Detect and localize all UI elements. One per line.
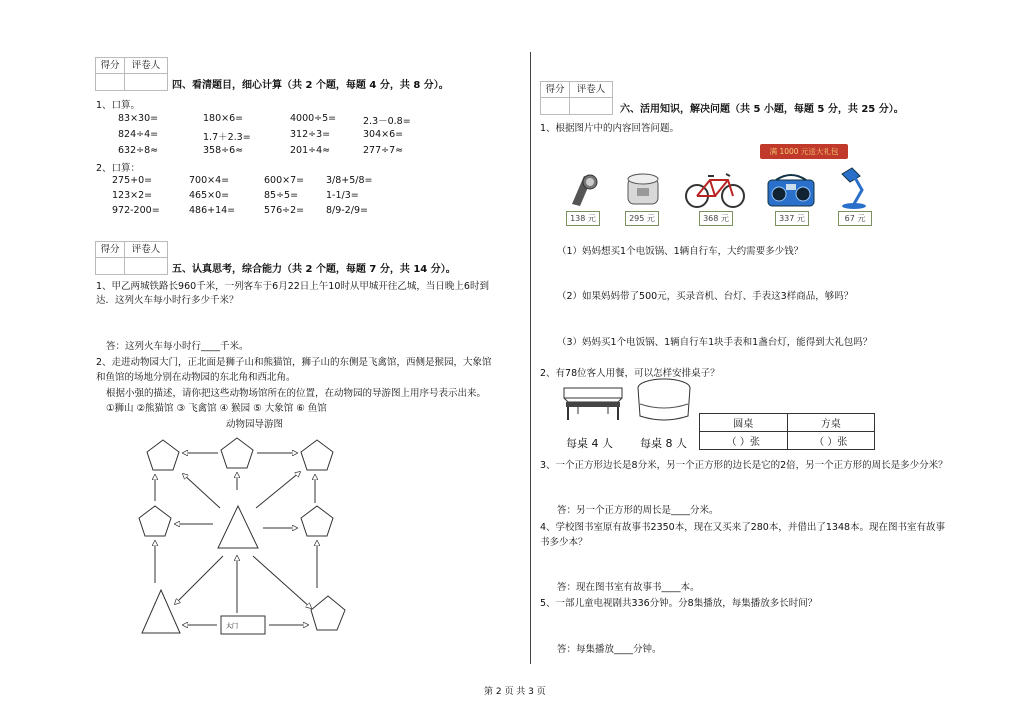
section5-q2-line3: 根据小强的描述，请你把这些动物场馆所在的位置，在动物园的导游图上用序号表示出来。 <box>106 388 487 399</box>
section6-q4-line1: 4、学校图书室原有故事书2350本，现在又买来了280本，并借出了1348本。现在图书室有故事 <box>540 522 946 533</box>
section5-q1-line2: 达．这列火车每小时行多少千米？ <box>96 295 239 306</box>
calc-item: 275+0= <box>112 175 153 186</box>
radio-recorder-image <box>766 172 816 208</box>
grader-label: 评卷人 <box>125 58 167 74</box>
calc-item: 972-200= <box>112 205 160 216</box>
calc-item: 4000÷5= <box>290 113 337 124</box>
score-box-section6 <box>540 81 613 115</box>
calc-item: 1.7＋2.3= <box>203 132 251 143</box>
calc-item: 201÷4≈ <box>290 145 331 156</box>
map-title: 动物园导游图 <box>226 419 284 430</box>
desk-lamp-image <box>836 166 870 210</box>
calc-item: 700×4= <box>189 175 230 186</box>
map-pentagon-northeast <box>301 440 333 470</box>
calc-item: 1-1/3= <box>326 190 359 201</box>
section4-q1-label: 1、口算。 <box>96 100 141 111</box>
score-box-section4 <box>95 57 168 91</box>
calc-item: 600×7= <box>264 175 305 186</box>
calc-item: 486+14= <box>189 205 236 216</box>
map-pentagon-southeast <box>311 596 345 630</box>
map-gate-label: 大门 <box>226 623 239 630</box>
section5-q1-line1: 1、甲乙两城铁路长960千米，一列客车于6月22日上午10时从甲城开往乙城，当日晚上6时到 <box>96 281 489 292</box>
square-table-caption: 每桌 4 人 <box>566 437 613 450</box>
gift-banner: 满 1000 元送大礼包 <box>760 144 848 159</box>
calc-item: 824÷4= <box>118 129 159 140</box>
calc-item: 3/8+5/8= <box>326 175 373 186</box>
calc-item: 8/9-2/9= <box>326 205 368 216</box>
table-header-round: 圆桌 <box>700 414 788 432</box>
score-label: 得分 <box>541 82 569 98</box>
watch-image <box>566 168 602 208</box>
map-triangle-center <box>218 506 258 548</box>
section6-q4-line2: 书多少本？ <box>540 537 588 548</box>
section6-q5-text: 5、一部儿童电视剧共336分钟。分8集播放，每集播放多长时间？ <box>540 598 818 609</box>
map-pentagon-west <box>139 506 171 536</box>
round-table-caption: 每桌 8 人 <box>640 437 687 450</box>
map-triangle-southwest <box>142 590 180 633</box>
price-tag-rice-cooker: 295 元 <box>625 211 659 226</box>
grader-label: 评卷人 <box>125 242 167 258</box>
section5-q1-answer: 答：这列火车每小时行____千米。 <box>106 341 249 352</box>
section6-q3-answer: 答：另一个正方形的周长是____分米。 <box>557 505 719 516</box>
calc-item: 85÷5= <box>264 190 299 201</box>
calc-item: 2.3－0.8= <box>363 116 411 127</box>
score-label: 得分 <box>96 58 124 74</box>
section6-q4-answer: 答：现在图书室有故事书____本。 <box>557 582 700 593</box>
score-box-section5 <box>95 241 168 275</box>
section4-q2-label: 2、口算： <box>96 163 141 174</box>
price-tag-watch: 138 元 <box>566 211 600 226</box>
calc-item: 576÷2= <box>264 205 305 216</box>
section6-q1-label: 1、根据图片中的内容回答问题。 <box>540 123 680 134</box>
round-table-image <box>635 376 693 422</box>
column-divider <box>530 52 531 664</box>
section4-title: 四、看清题目，细心计算（共 2 个题，每题 4 分，共 8 分）。 <box>172 80 449 91</box>
calc-item: 358÷6≈ <box>203 145 244 156</box>
grader-label: 评卷人 <box>570 82 612 98</box>
table-header-square: 方桌 <box>787 414 875 432</box>
calc-item: 312÷3= <box>290 129 331 140</box>
section5-q2-line1: 2、走进动物园大门，正北面是狮子山和熊猫馆，狮子山的东侧是飞禽馆，西侧是猴园，大象馆 <box>96 357 492 368</box>
bicycle-image <box>684 168 746 210</box>
price-tag-radio: 337 元 <box>775 211 809 226</box>
map-pentagon-north <box>221 438 253 468</box>
square-table-image <box>558 382 628 422</box>
page-footer: 第 2 页 共 3 页 <box>484 687 546 697</box>
table-arrangement-grid <box>699 413 875 450</box>
calc-item: 465×0= <box>189 190 230 201</box>
calc-item: 632÷8≈ <box>118 145 159 156</box>
section5-q2-options: ①狮山 ②熊猫馆 ③ 飞禽馆 ④ 猴园 ⑤ 大象馆 ⑥ 鱼馆 <box>106 403 327 414</box>
table-cell-round: （ ）张 <box>700 432 788 450</box>
section6-q1-sub1: （1）妈妈想买1个电饭锅、1辆自行车，大约需要多少钱？ <box>557 246 804 257</box>
section6-title: 六、活用知识，解决问题（共 5 小题，每题 5 分，共 25 分）。 <box>620 104 904 115</box>
price-tag-lamp: 67 元 <box>838 211 872 226</box>
section6-q3-text: 3、一个正方形边长是8分米，另一个正方形的边长是它的2倍，另一个正方形的周长是多少分米？ <box>540 460 948 471</box>
section6-q5-answer: 答：每集播放____分钟。 <box>557 644 662 655</box>
zoo-map <box>125 428 360 641</box>
calc-item: 180×6= <box>203 113 244 124</box>
section5-q2-line2: 和鱼馆的场地分别在动物园的东北角和西北角。 <box>96 372 296 383</box>
calc-item: 277÷7≈ <box>363 145 404 156</box>
section6-q1-sub2: （2）如果妈妈带了500元，买录音机、台灯、手表这3样商品，够吗？ <box>557 291 854 302</box>
section6-q2-label: 2、有78位客人用餐，可以怎样安排桌子？ <box>540 368 720 379</box>
calc-item: 123×2= <box>112 190 153 201</box>
score-label: 得分 <box>96 242 124 258</box>
calc-item: 304×6= <box>363 129 404 140</box>
price-tag-bicycle: 368 元 <box>699 211 733 226</box>
map-pentagon-northwest <box>147 440 179 470</box>
calc-item: 83×30= <box>118 113 159 124</box>
map-pentagon-east <box>301 506 333 536</box>
section6-q1-sub3: （3）妈妈买1个电饭锅、1辆自行车1块手表和1盏台灯，能得到大礼包吗？ <box>557 337 873 348</box>
table-cell-square: （ ）张 <box>787 432 875 450</box>
rice-cooker-image <box>625 170 661 208</box>
section5-title: 五、认真思考，综合能力（共 2 个题，每题 7 分，共 14 分）。 <box>172 264 456 275</box>
